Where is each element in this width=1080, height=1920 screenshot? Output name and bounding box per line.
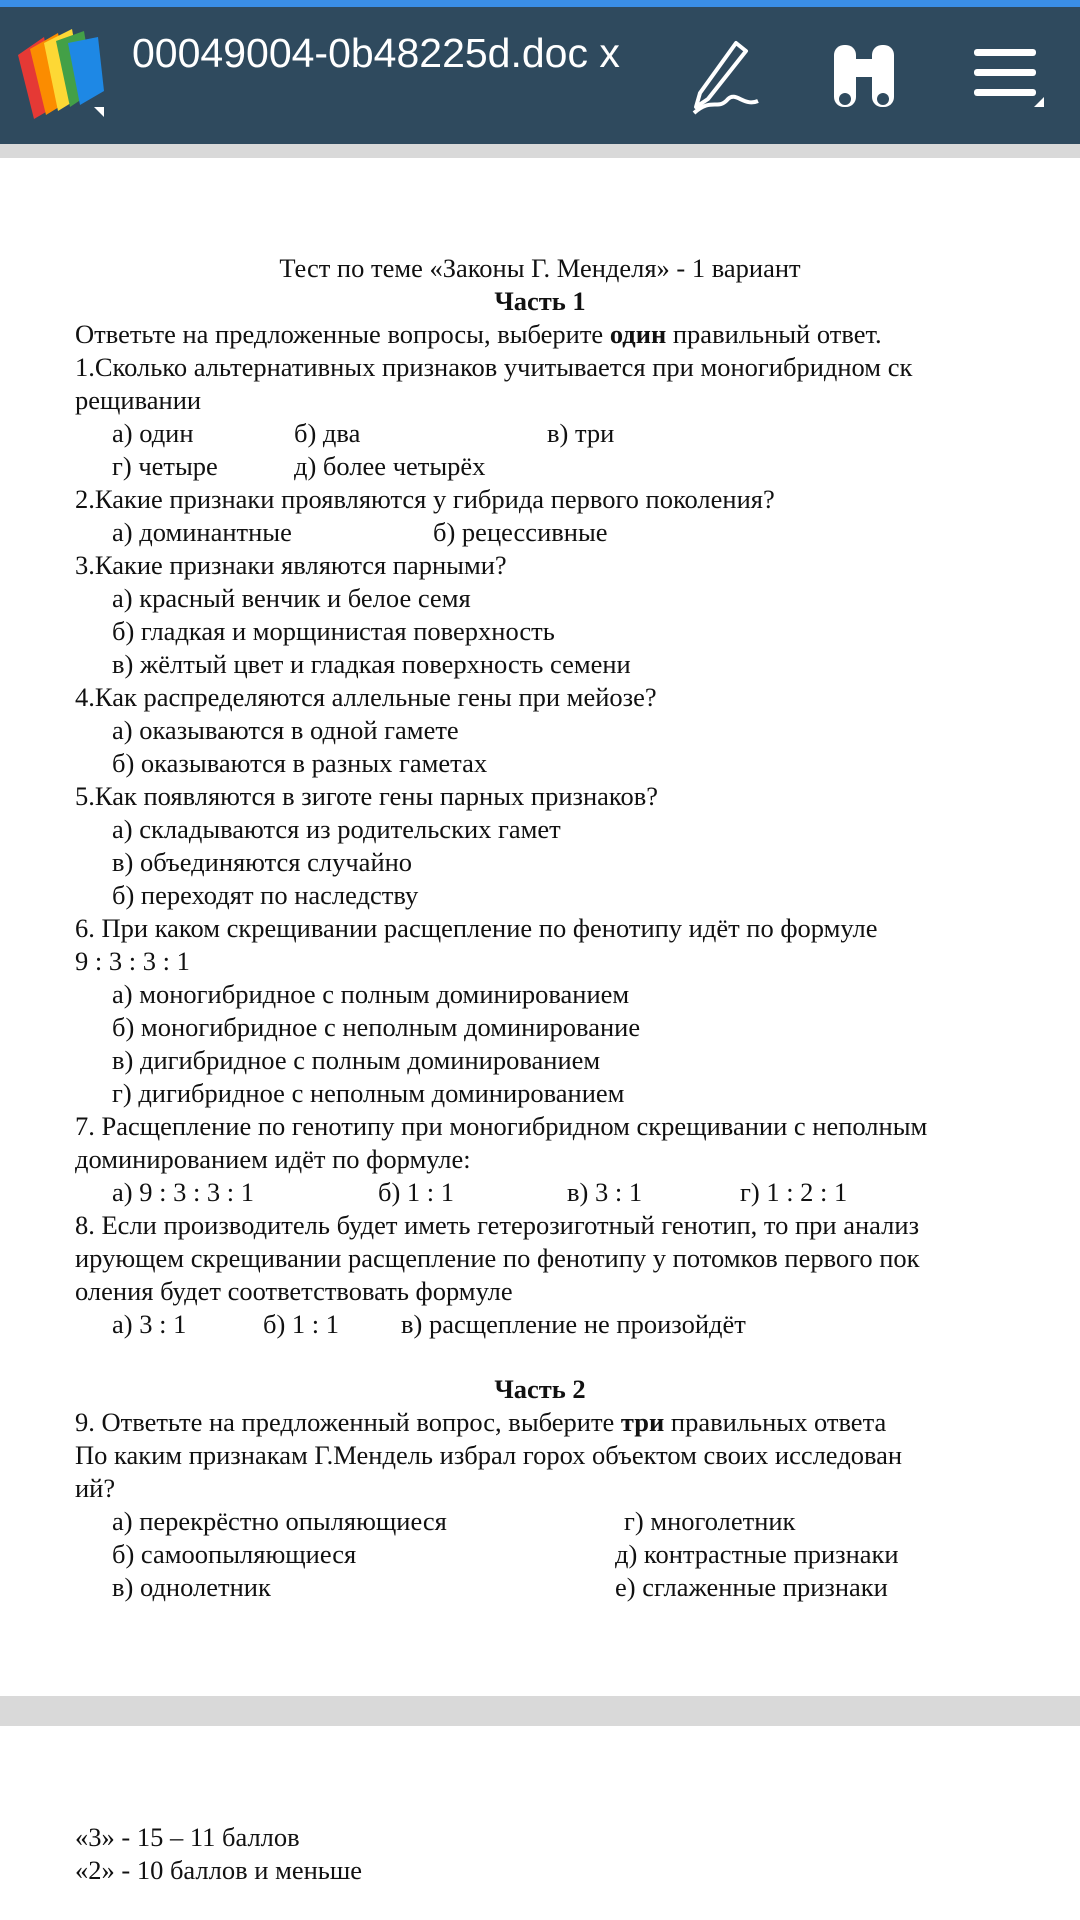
part2-heading: Часть 2	[494, 1374, 586, 1404]
grade-line: «3» - 15 – 11 баллов	[75, 1822, 300, 1852]
answer-option: а) 3 : 1	[112, 1309, 187, 1339]
answer-option: г) четыре	[112, 451, 218, 481]
menu-icon[interactable]	[968, 37, 1048, 117]
question-1-cont: рещивании	[75, 385, 202, 415]
question-9-instruction: 9. Ответьте на предложенный вопрос, выберите три правильных ответа	[75, 1407, 887, 1437]
answer-option: а) моногибридное с полным доминированием	[112, 979, 630, 1009]
answer-option: а) складываются из родительских гамет	[112, 814, 561, 844]
grade-line: «2» - 10 баллов и меньше	[75, 1855, 363, 1885]
answer-option: б) два	[294, 418, 361, 448]
page-separator	[0, 1696, 1080, 1726]
answer-option: а) 9 : 3 : 3 : 1	[112, 1177, 255, 1207]
answer-option: г) многолетник	[624, 1506, 796, 1536]
answer-option: а) перекрёстно опыляющиеся	[112, 1506, 447, 1536]
answer-option: в) 3 : 1	[567, 1177, 643, 1207]
answer-option: е) сглаженные признаки	[615, 1572, 888, 1602]
question-8-cont: ирующем скрещивании расщепление по фенотипу у потомков первого пок	[75, 1243, 920, 1273]
answer-option: б) 1 : 1	[378, 1177, 455, 1207]
answer-option: в) расщепление не произойдёт	[401, 1309, 746, 1339]
document-page[interactable]	[0, 1726, 1080, 1920]
binoculars-icon[interactable]	[824, 37, 904, 117]
question-9: По каким признакам Г.Мендель избрал горох объектом своих исследован	[75, 1440, 903, 1470]
document-title: 00049004-0b48225d.doc x	[132, 30, 620, 76]
answer-option: в) жёлтый цвет и гладкая поверхность семени	[112, 649, 631, 679]
answer-option: в) однолетник	[112, 1572, 271, 1602]
question-6-formula: 9 : 3 : 3 : 1	[75, 946, 190, 976]
answer-option: б) самоопыляющиеся	[112, 1539, 357, 1569]
question-6: 6. При каком скрещивании расщепление по фенотипу идёт по формуле	[75, 913, 878, 943]
answer-option: а) оказываются в одной гамете	[112, 715, 459, 745]
answer-option: д) контрастные признаки	[615, 1539, 899, 1569]
answer-option: б) 1 : 1	[263, 1309, 340, 1339]
answer-option: г) 1 : 2 : 1	[740, 1177, 848, 1207]
document-page[interactable]	[0, 158, 1080, 1696]
answer-option: в) дигибридное с полным доминированием	[112, 1045, 601, 1075]
question-2: 2.Какие признаки проявляются у гибрида первого поколения?	[75, 484, 775, 514]
answer-option: б) оказываются в разных гаметах	[112, 748, 488, 778]
answer-option: а) красный венчик и белое семя	[112, 583, 471, 613]
answer-option: а) доминантные	[112, 517, 292, 547]
pen-icon[interactable]	[684, 37, 764, 117]
answer-option: а) один	[112, 418, 194, 448]
question-7: 7. Расщепление по генотипу при моногибридном скрещивании с неполным	[75, 1111, 928, 1141]
question-3: 3.Какие признаки являются парными?	[75, 550, 507, 580]
answer-option: б) переходят по наследству	[112, 880, 419, 910]
part1-heading: Часть 1	[494, 286, 586, 316]
test-title: Тест по теме «Законы Г. Менделя» - 1 вариант	[279, 253, 801, 283]
answer-option: б) рецессивные	[433, 517, 608, 547]
question-1: 1.Сколько альтернативных признаков учитывается при моногибридном ск	[75, 352, 913, 382]
answer-option: б) гладкая и морщинистая поверхность	[112, 616, 555, 646]
question-4: 4.Как распределяются аллельные гены при мейозе?	[75, 682, 657, 712]
answer-option: в) объединяются случайно	[112, 847, 413, 877]
answer-option: д) более четырёх	[294, 451, 486, 481]
question-8-cont: оления будет соответствовать формуле	[75, 1276, 513, 1306]
app-logo-icon[interactable]	[14, 25, 118, 123]
page-separator	[0, 144, 1080, 158]
question-8: 8. Если производитель будет иметь гетерозиготный генотип, то при анализ	[75, 1210, 920, 1240]
question-5: 5.Как появляются в зиготе гены парных признаков?	[75, 781, 658, 811]
status-accent-strip	[0, 0, 1080, 7]
answer-option: в) три	[547, 418, 615, 448]
instruction: Ответьте на предложенные вопросы, выберите один правильный ответ.	[75, 319, 882, 349]
answer-option: г) дигибридное с неполным доминированием	[112, 1078, 625, 1108]
question-9-cont: ий?	[75, 1473, 116, 1503]
app-toolbar	[0, 7, 1080, 144]
answer-option: б) моногибридное с неполным доминирование	[112, 1012, 641, 1042]
question-7-cont: доминированием идёт по формуле:	[75, 1144, 471, 1174]
